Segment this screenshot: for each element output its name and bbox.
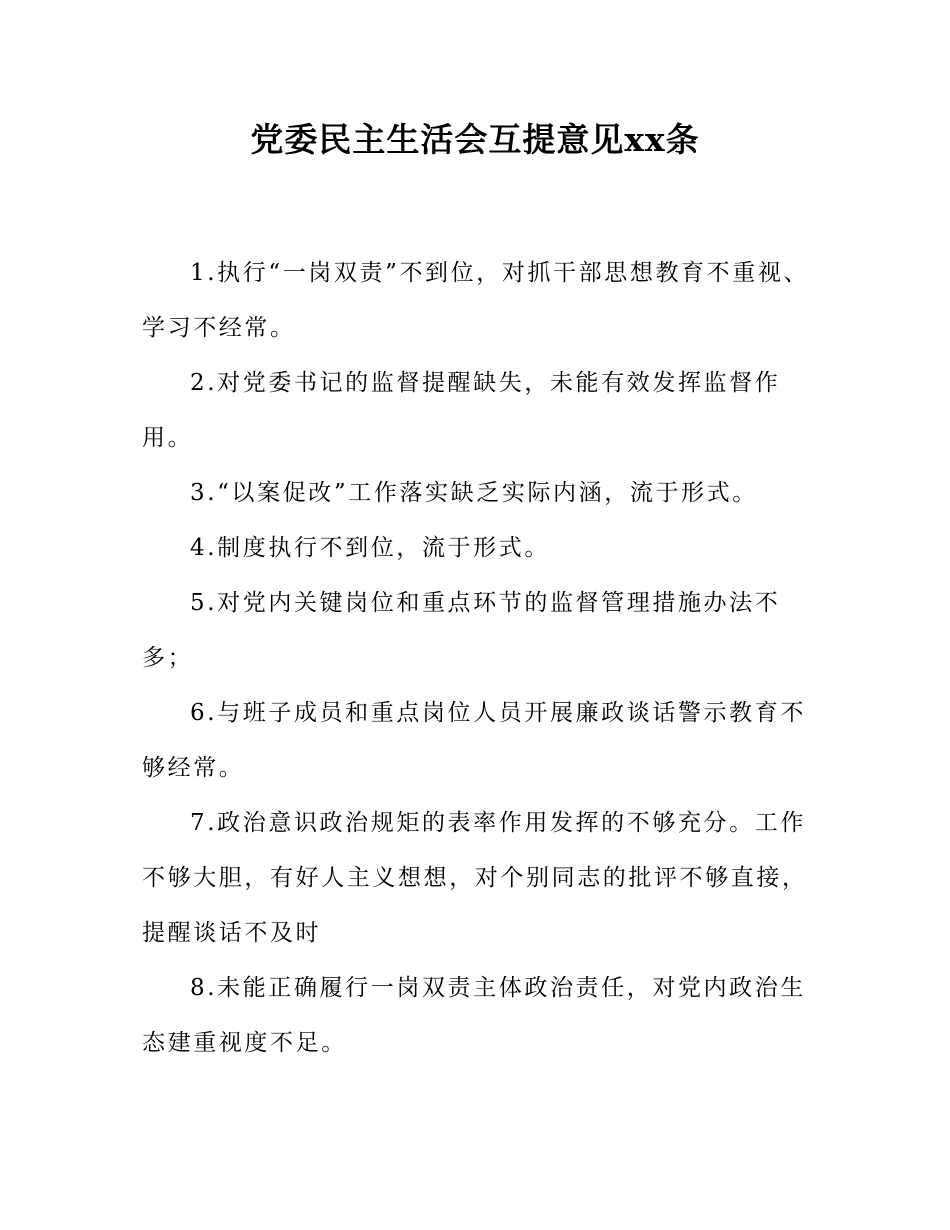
document-body <box>142 246 812 1071</box>
list-item: 3.“以案促改”工作落实缺乏实际内涵，流于形式。 <box>190 480 758 506</box>
list-item: 6.与班子成员和重点岗位人员开展廉政谈话警示教育不够经常。 <box>142 700 806 781</box>
list-item: 4.制度执行不到位，流于形式。 <box>190 535 550 561</box>
list-item: 7.政治意识政治规矩的表率作用发挥的不够充分。工作不够大胆，有好人主义想想，对个别同志的批评不够直接，提醒谈话不及时 <box>142 810 808 946</box>
list-item: 8.未能正确履行一岗双责主体政治责任，对党内政治生态建重视度不足。 <box>142 975 806 1056</box>
document-title: 党委民主生活会互提意见xx条 <box>250 120 700 159</box>
list-item: 2.对党委书记的监督提醒缺失，未能有效发挥监督作用。 <box>142 370 781 451</box>
list-item: 1.执行“一岗双责”不到位，对抓干部思想教育不重视、学习不经常。 <box>142 260 810 341</box>
list-item: 5.对党内关键岗位和重点环节的监督管理措施办法不多； <box>142 590 781 671</box>
